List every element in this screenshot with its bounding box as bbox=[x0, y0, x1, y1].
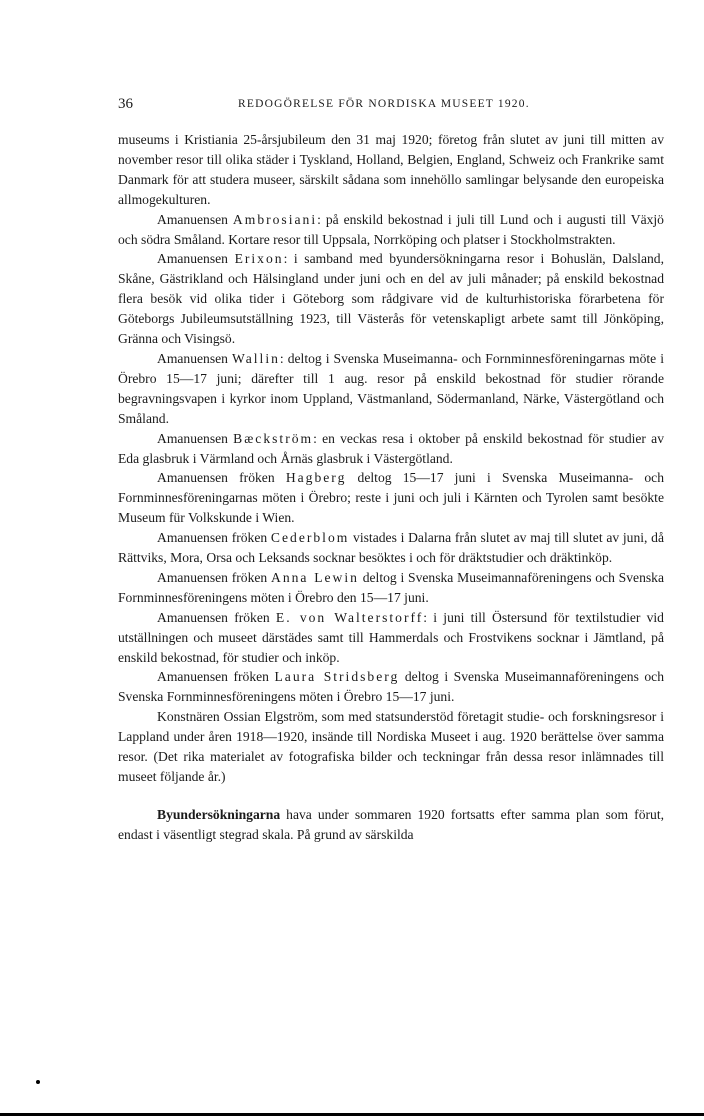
person-name: Erixon bbox=[234, 251, 284, 267]
paragraph-baeckstrom: Amanuensen Bæckström: en veckas resa i oktober på enskild bekostnad för studier av Eda glasbruk i Värmland och Årnäs glasbruk i Västergötland. bbox=[118, 430, 664, 466]
paragraph-erixon: Amanuensen Erixon: i samband med byundersökningarna resor i Bohuslän, Dalsland, Skåne, Gästrikland och Hälsingland under juni och en del av juli månader; på enskild bekostnad flera besök vid olika tider i Göteborg som rådgivare vid de kulturhistoriska förarbetena för Göteborgs Jubileumsutställning 1923, till Västerås för vetenskapligt arbete samt till Jönköping, Gränna och Visingsö. bbox=[118, 251, 664, 347]
scan-mark bbox=[36, 1080, 40, 1084]
person-name: Hagberg bbox=[285, 470, 347, 486]
paragraph-walterstorff: Amanuensen fröken E. von Walterstorff: i juni till Östersund för textilstudier vid utställningen och museet därstädes samt till Hammerdals och Frostvikens socknar i Jämtland, på enskild bekostnad, för studier och inköp. bbox=[118, 609, 664, 665]
paragraph-ambrosiani: Amanuensen Ambrosiani: på enskild bekostnad i juli till Lund och i augusti till Växjö och södra Småland. Kortare resor till Uppsala, Norrköping och platser i Stockholmstrakten. bbox=[118, 211, 664, 247]
paragraph-stridsberg: Amanuensen fröken Laura Stridsberg deltog i Svenska Museimannaföreningens och Svenska Fornminnesföreningens möten i Örebro 15—17 juni. bbox=[118, 669, 665, 705]
page-header bbox=[118, 96, 664, 120]
scan-edge-rule bbox=[0, 1113, 704, 1116]
person-name: Bæckström bbox=[233, 430, 314, 446]
paragraph-hagberg: Amanuensen fröken Hagberg deltog 15—17 juni i Svenska Museimanna- och Fornminnesföreningarnas möten i Örebro; reste i juni och juli i Kärnten och Tyrolen samt besökte Museum für Volkskunde i Wien. bbox=[118, 470, 664, 526]
paragraph-byundersokningarna: Byundersökningarna hava under sommaren 1920 fortsatts efter samma plan som förut, endast i väsentligt stegrad skala. På grund av särskilda bbox=[118, 806, 664, 842]
person-name: Laura Stridsberg bbox=[274, 669, 400, 685]
section-heading: Byundersökningarna bbox=[157, 806, 281, 822]
person-name: Cederblom bbox=[270, 530, 350, 546]
person-name: Ambrosiani bbox=[232, 211, 318, 227]
paragraph-wallin: Amanuensen Wallin: deltog i Svenska Museimanna- och Fornminnesföreningarnas möte i Örebro 15—17 juni; därefter till 1 aug. resor på enskild bekostnad för studier rörande begravningsvapen i kyrkor inom Uppland, Västmanland, Södermanland, Närke, Västergötland och Småland. bbox=[118, 350, 664, 426]
paragraph-cederblom: Amanuensen fröken Cederblom vistades i Dalarna från slutet av maj till slutet av juni, då Rättviks, Mora, Orsa och Leksands socknar besöktes i och för dräktstudier och dräktinköp. bbox=[118, 530, 665, 566]
paragraph-lewin: Amanuensen fröken Anna Lewin deltog i Svenska Museimannaföreningens och Svenska Fornminnesföreningens möten i Örebro den 15—17 juni. bbox=[118, 569, 664, 605]
person-name: E. von Walterstorff bbox=[275, 609, 424, 625]
body-text bbox=[118, 130, 664, 845]
running-head: REDOGÖRELSE FÖR NORDISKA MUSEET 1920. bbox=[238, 98, 530, 110]
person-name: Wallin bbox=[232, 350, 280, 366]
paragraph-elgstrom: Konstnären Ossian Elgström, som med statsunderstöd företagit studie- och forskningsresor i Lappland under åren 1918—1920, insände till Nordiska Museet i aug. 1920 berättelse över samma resor. (Det rika materialet av fotografiska bilder och teckningar från dessa resor inlämnades till museet följande år.) bbox=[118, 709, 664, 784]
page-number: 36 bbox=[118, 96, 133, 112]
paragraph-continuation: museums i Kristiania 25-årsjubileum den 31 maj 1920; företog från slutet av juni till mitten av november resor till olika städer i Tyskland, Holland, Belgien, England, Schweiz och Frankrike samt Danmark för att studera museer, särskilt sådana som innehöllo samlingar belysande den europeiska allmogekulturen. bbox=[118, 132, 664, 207]
person-name: Anna Lewin bbox=[271, 569, 359, 585]
document-page bbox=[118, 96, 664, 845]
